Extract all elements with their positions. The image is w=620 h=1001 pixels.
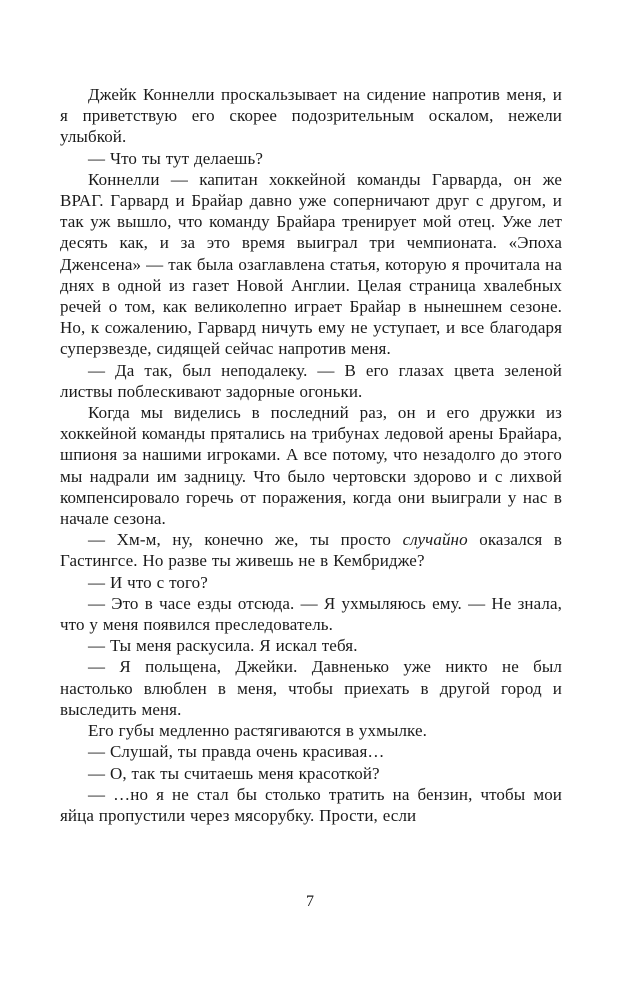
paragraph — [60, 572, 562, 593]
paragraph — [60, 784, 562, 826]
page-text — [60, 84, 562, 826]
text-segment: Когда мы виделись в последний раз, он и его дружки из хоккейной команды прятались на трибунах ледовой арены Брайара, шпионя за нашими игроками. А все потому, что незадолго до этого мы надрали им задницу. Что было чертовски здорово и с лихвой компенсировало горечь от поражения, когда они выиграли у нас в начале сезона. — [60, 403, 562, 529]
text-segment: — Что ты тут делаешь? — [88, 148, 263, 168]
paragraph — [60, 656, 562, 720]
text-segment: — Я польщена, Джейки. Давненько уже никто не был настолько влюблен в меня, чтобы приехать в другой город и выследить меня. — [60, 657, 562, 719]
text-segment: — О, так ты считаешь меня красоткой? — [88, 763, 380, 783]
paragraph — [60, 741, 562, 762]
paragraph — [60, 529, 562, 571]
text-segment: оказался в Гастингсе. Но разве ты живешь не в Кембридже? — [60, 530, 563, 571]
text-segment: — И что с того? — [88, 572, 208, 592]
paragraph — [60, 635, 562, 656]
paragraph — [60, 360, 562, 402]
text-segment: — …но я не стал бы столько тратить на бензин, чтобы мои яйца пропустили через мясорубку. Прости, если — [60, 784, 562, 825]
text-segment: — Слушай, ты правда очень красивая… — [88, 742, 385, 762]
paragraph — [60, 84, 562, 148]
text-segment: Джейк Коннелли проскальзывает на сидение напротив меня, и я приветствую его скорее подозрительным оскалом, нежели улыбкой. — [60, 85, 562, 147]
text-segment: — Это в часе езды отсюда. — Я ухмыляюсь ему. — Не знала, что у меня появился преследователь. — [60, 593, 562, 635]
paragraph — [60, 169, 562, 360]
text-segment: — Да так, был неподалеку. — В его глазах цвета зеленой листвы поблескивают задорные огоньки. — [60, 360, 562, 401]
paragraph — [60, 402, 562, 529]
page-number: 7 — [306, 893, 314, 910]
paragraph — [60, 763, 562, 784]
text-segment: Его губы медленно растягиваются в ухмылке. — [88, 721, 427, 741]
text-segment: Коннелли — капитан хоккейной команды Гарварда, он же ВРАГ. Гарвард и Брайар давно уже соперничают друг с другом, и так уж вышло, что команду Брайара тренирует мой отец. Уже лет десять как, и за это время выиграл три чемпионата. «Эпоха Дженсена» — так была озаглавлена статья, которую я прочитала на днях в одной из газет Новой Англии. Целая страница хвалебных речей о том, как великолепно играет Брайар в нынешнем сезоне. Но, к сожалению, Гарвард ничуть ему не уступает, и все благодаря суперзвезде, сидящей сейчас напротив меня. — [60, 169, 562, 359]
paragraph — [60, 720, 562, 741]
paragraph — [60, 593, 562, 635]
paragraph — [60, 148, 562, 169]
italic-text-segment: случайно — [402, 530, 468, 550]
text-segment: — Хм-м, ну, конечно же, ты просто — [88, 530, 403, 550]
text-segment: — Ты меня раскусила. Я искал тебя. — [88, 636, 358, 656]
